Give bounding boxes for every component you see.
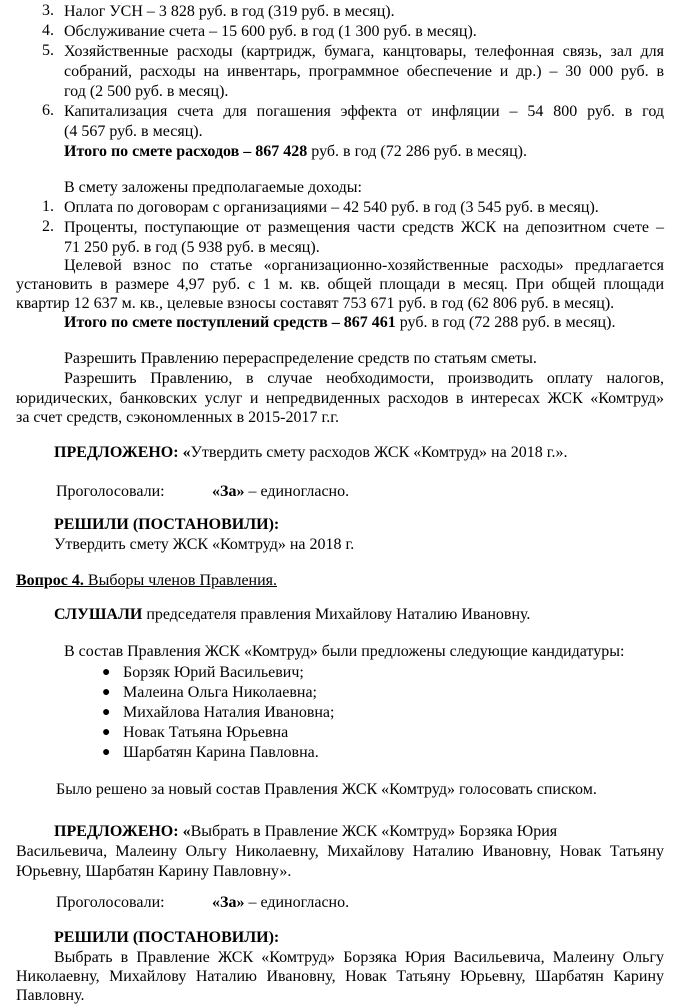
expense-total: [64, 142, 527, 162]
expense-total-label: Итого по смете расходов – 867 428: [64, 143, 308, 160]
bullet-icon: ●: [102, 705, 111, 720]
expense-total-rest: руб. в год (72 286 руб. в месяц).: [307, 143, 527, 160]
expense-item-6-line1: Капитализация счета для погашения эффекта от инфляции – 54 800 руб. в год: [64, 103, 664, 120]
decision-label: РЕШИЛИ (ПОСТАНОВИЛИ):: [54, 929, 280, 946]
vote-result-for: «За»: [212, 483, 245, 500]
income-item-1: Оплата по договорам с организациями – 42 540 руб. в год (3 545 руб. в месяц).: [64, 199, 599, 216]
permission-2-line3: за счет средств, сэкономленных в 2015-2017 г.г.: [16, 409, 339, 426]
bullet-icon: ●: [102, 685, 111, 700]
proposal-2-line3: Юрьевну, Шарбатян Карину Павловну».: [16, 863, 292, 880]
vote-result: [212, 893, 349, 913]
proposal-2-line2: Васильевича, Малеину Ольгу Николаевну, Михайлову Наталию Ивановну, Новак Татьяну: [16, 843, 664, 860]
question-4-heading: [16, 571, 277, 591]
income-total-label: Итого по смете поступлений средств – 867 461: [64, 314, 396, 331]
decision-2-label: [54, 928, 279, 948]
bullet-icon: ●: [102, 745, 111, 760]
candidate-item: Малеина Ольга Николаевна;: [123, 684, 317, 701]
heard-label: СЛУШАЛИ: [54, 606, 143, 623]
expense-item-6-line2: (4 567 руб. в месяц).: [64, 123, 203, 140]
candidate-item: Новак Татьяна Юрьевна: [123, 724, 289, 741]
candidates-intro: В состав Правления ЖСК «Комтруд» были предложены следующие кандидатуры:: [64, 643, 625, 660]
target-fee-line1: Целевой взнос по статье «организационно-хозяйственные расходы» предлагается: [64, 257, 664, 274]
vote-result-rest: – единогласно.: [244, 894, 350, 911]
decision-2-line1: Выбрать в Правление ЖСК «Комтруд» Борзяка Юрия Васильевича, Малеину Ольгу: [54, 949, 664, 966]
income-total: [64, 313, 615, 333]
permission-2-line1: Разрешить Правлению, в случае необходимости, производить оплату налогов,: [64, 370, 664, 387]
question-text: Выборы членов Правления.: [83, 572, 278, 589]
income-total-rest: руб. в год (72 288 руб. в месяц).: [395, 314, 616, 331]
vote-label: Проголосовали:: [56, 483, 165, 500]
permission-1: Разрешить Правлению перераспределение средств по статьям сметы.: [64, 350, 537, 367]
expense-item-4: Обслуживание счета – 15 600 руб. в год (1 300 руб. в месяц).: [64, 23, 477, 40]
item-number: 1.: [42, 198, 54, 215]
decision-2-line2: Николаевну, Михайлову Наталию Ивановну, Новак Татьяну Юрьевну, Шарбатян Карину: [16, 968, 664, 985]
target-fee-line2: установить в размере 4,97 руб. с 1 м. кв. общей площади в месяц. При общей площади: [16, 276, 664, 293]
item-number: 6.: [42, 102, 54, 119]
candidate-item: Шарбатян Карина Павловна.: [123, 744, 319, 761]
expense-item-5-line2: собраний, расходы на инвентарь, программное обеспечение и др.) – 30 000 руб. в: [64, 63, 664, 80]
candidate-item: Борзяк Юрий Васильевич;: [123, 664, 304, 681]
candidate-item: Михайлова Наталия Ивановна;: [123, 704, 335, 721]
proposal-label: ПРЕДЛОЖЕНО: «: [54, 823, 191, 840]
item-number: 2.: [42, 218, 54, 235]
proposal-text: Утвердить смету расходов ЖСК «Комтруд» на 2018 г.».: [190, 444, 568, 461]
income-item-2-line1: Проценты, поступающие от размещения части средств ЖСК на депозитном счете –: [64, 219, 664, 236]
decision-label: РЕШИЛИ (ПОСТАНОВИЛИ):: [54, 516, 280, 533]
vote-label: Проголосовали:: [56, 894, 165, 911]
heard-line: [54, 605, 530, 625]
income-intro: В смету заложены предполагаемые доходы:: [64, 179, 362, 196]
proposal-text: Выбрать в Правление ЖСК «Комтруд» Борзяка Юрия: [190, 823, 558, 840]
decision-1-label: [54, 515, 279, 535]
proposal-2-line1: [54, 822, 557, 842]
expense-item-5-line3: год (2 500 руб. в месяц).: [64, 83, 229, 100]
vote-result-rest: – единогласно.: [244, 483, 350, 500]
question-label: Вопрос 4.: [16, 572, 84, 589]
vote-result: [212, 482, 349, 502]
expense-item-3: Налог УСН – 3 828 руб. в год (319 руб. в месяц).: [64, 3, 395, 20]
target-fee-line3: квартир 12 637 м. кв., целевые взносы составят 753 671 руб. в год (62 806 руб. в месяц).: [16, 295, 615, 312]
vote-result-for: «За»: [212, 894, 245, 911]
proposal-1: [54, 443, 567, 463]
item-number: 4.: [42, 22, 54, 39]
item-number: 3.: [42, 2, 54, 19]
proposal-label: ПРЕДЛОЖЕНО: «: [54, 444, 191, 461]
decision-2-line3: Павловну.: [16, 987, 85, 1004]
decision-1-text: Утвердить смету ЖСК «Комтруд» на 2018 г.: [54, 536, 355, 553]
item-number: 5.: [42, 42, 54, 59]
permission-2-line2: юридических, банковских услуг и непредвиденных расходов в интересах ЖСК «Комтруд»: [16, 390, 664, 407]
expense-item-5-line1: Хозяйственные расходы (картридж, бумага, канцтовары, телефонная связь, зал для: [64, 43, 664, 60]
bullet-icon: ●: [102, 725, 111, 740]
decided-list-voting: Было решено за новый состав Правления ЖСК «Комтруд» голосовать списком.: [56, 781, 597, 798]
heard-text: председателя правления Михайлову Наталию Ивановну.: [142, 606, 531, 623]
income-item-2-line2: 71 250 руб. в год (5 938 руб. в месяц).: [64, 239, 320, 256]
bullet-icon: ●: [102, 665, 111, 680]
